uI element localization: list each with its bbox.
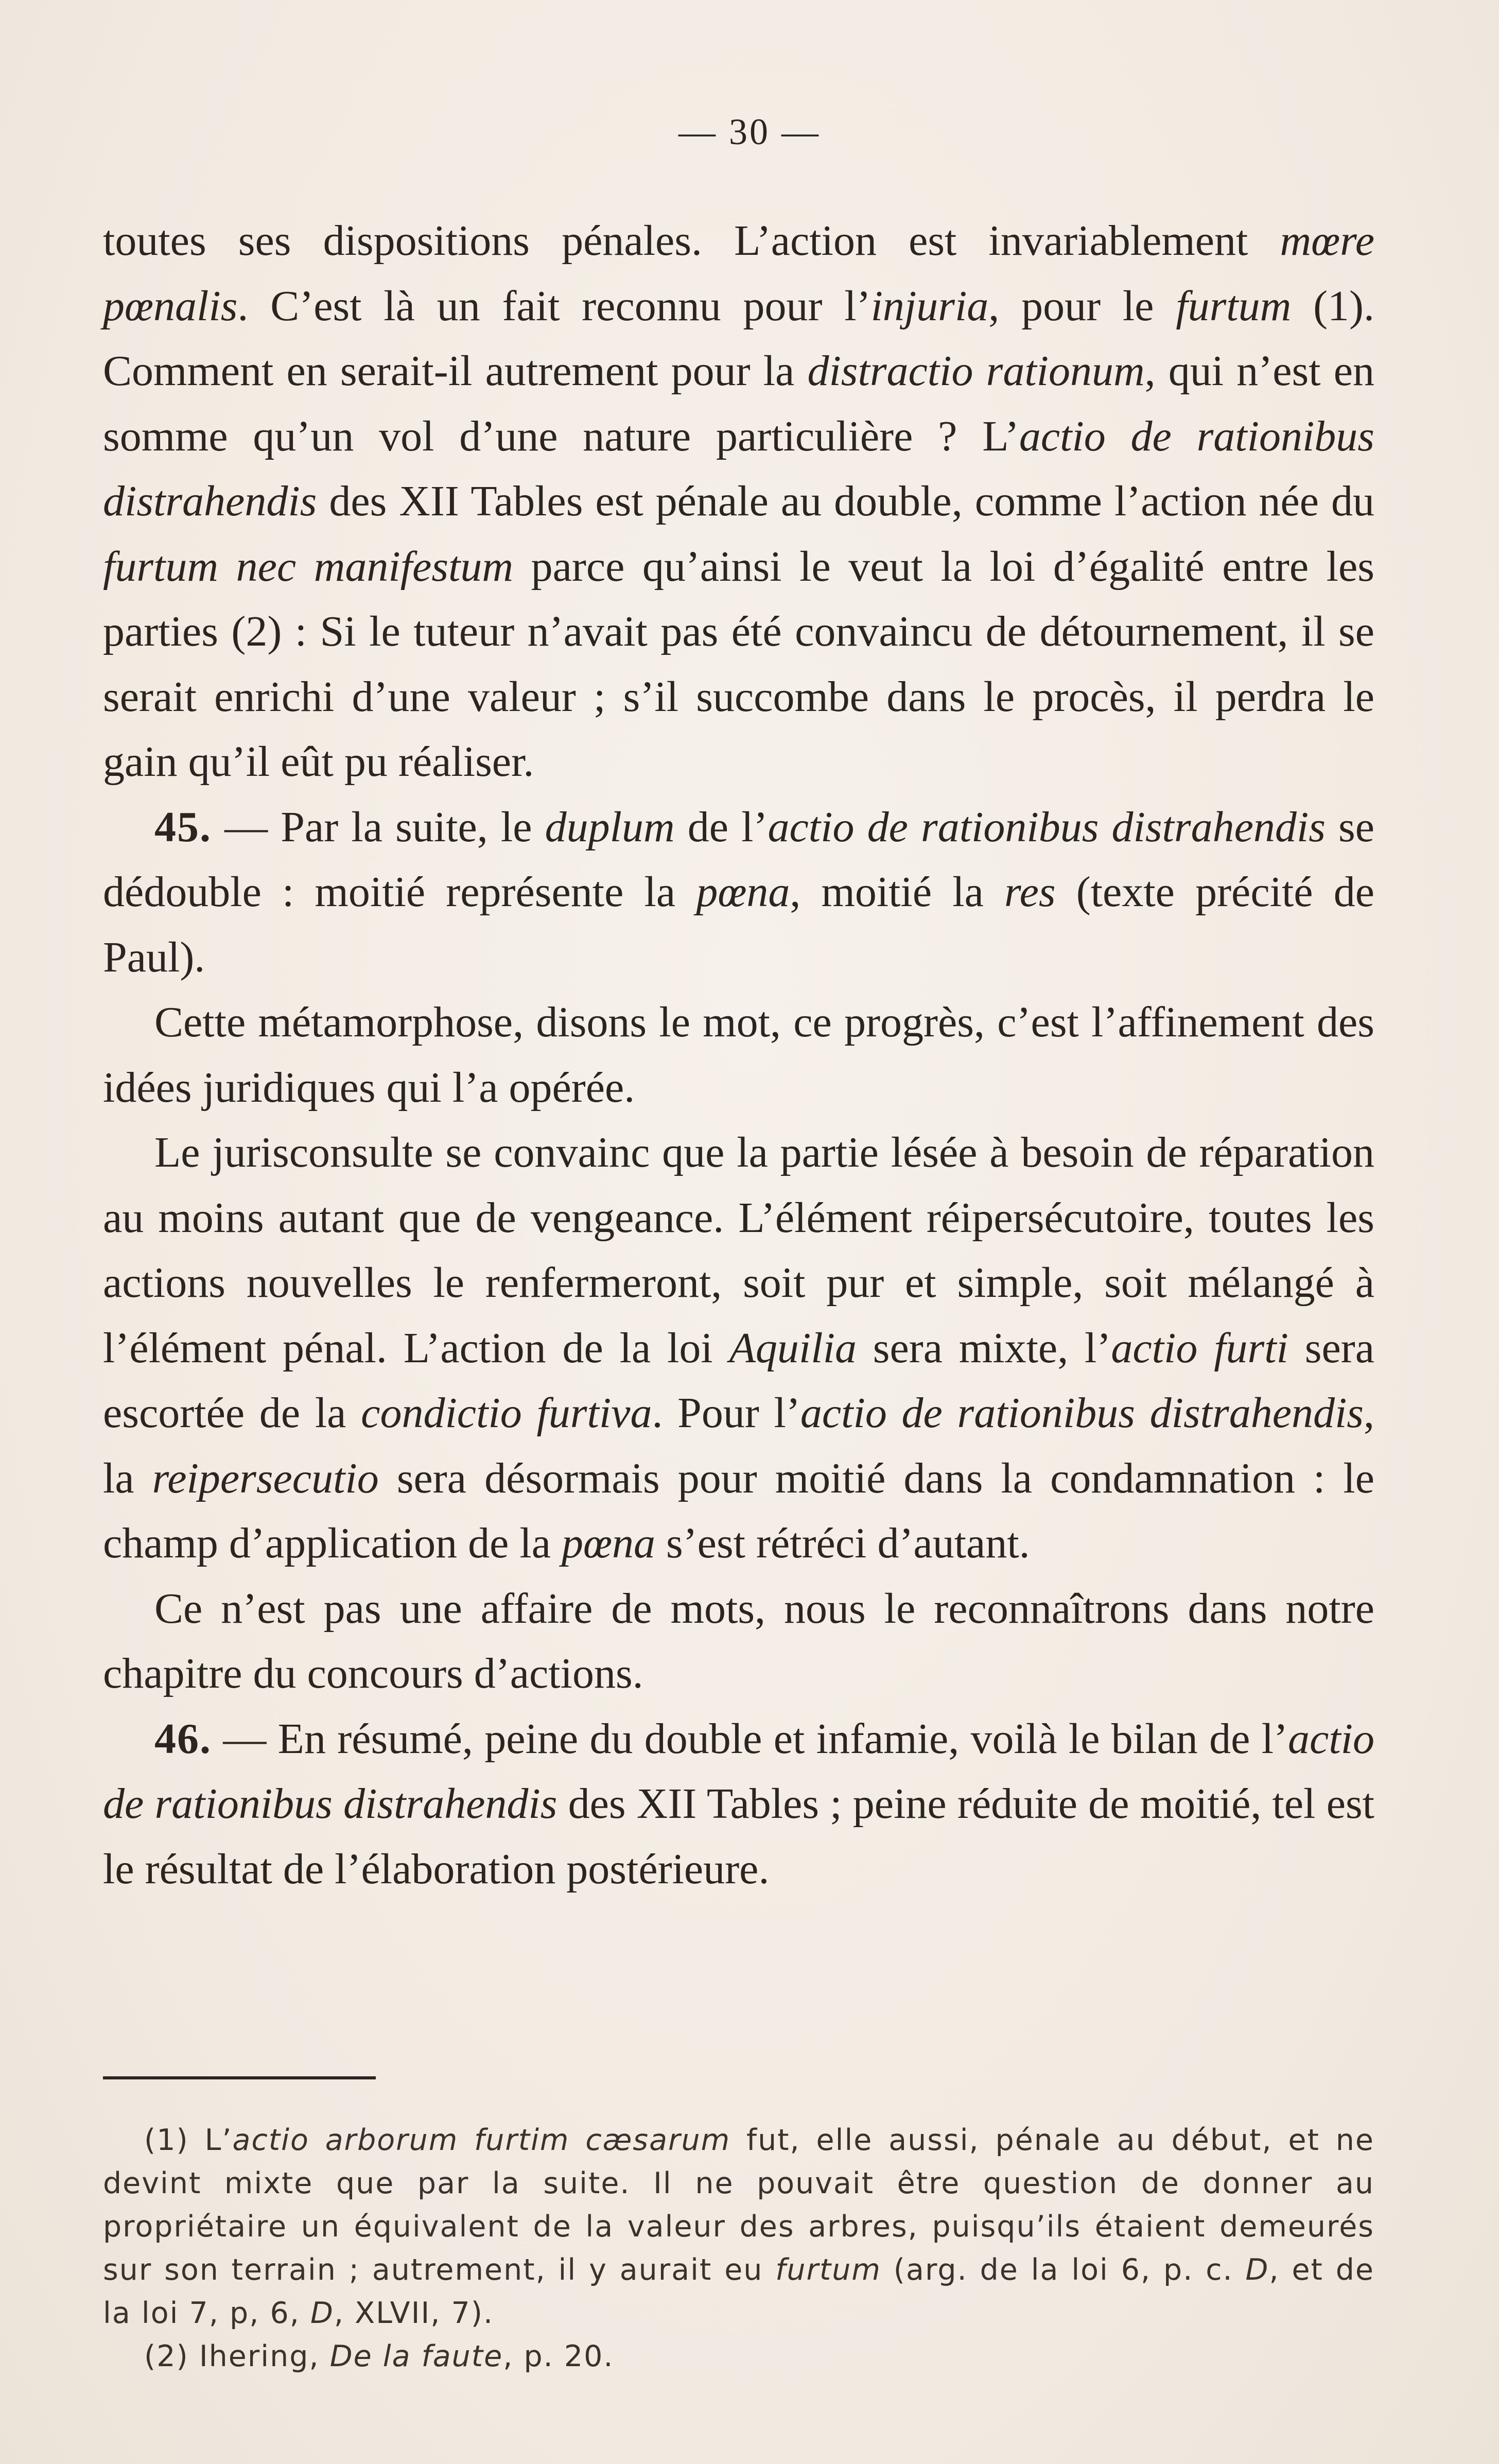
page-number: — 30 — [678, 111, 821, 152]
italic-text: reipersecutio [152, 1454, 379, 1502]
text-run: — Par la suite, le [212, 803, 545, 851]
italic-text: condictio furtiva [361, 1389, 652, 1437]
text-run: , et de la loi 7, p, 6, [103, 2253, 1374, 2330]
italic-text: D [1245, 2253, 1269, 2287]
italic-text: D [310, 2296, 334, 2330]
paragraph [103, 1576, 1374, 1707]
italic-text: injuria [870, 282, 989, 330]
footnote [103, 2119, 1374, 2335]
text-run: des XII Tables est pénale au double, comme l’action née du [317, 477, 1374, 525]
text-run: . Pour l’ [652, 1389, 800, 1437]
italic-text: furtum nec manifestum [103, 542, 514, 591]
italic-text: actio de rationibus distrahendis [768, 803, 1326, 851]
text-run: , moitié la [790, 868, 1005, 916]
italic-text: actio de rationibus distrahendis [103, 1714, 1374, 1828]
footnote-separator-rule [103, 2076, 376, 2079]
text-run: , qui n’est en somme qu’un vol d’une nature particulière ? L’ [103, 347, 1374, 460]
italic-text: furtum [775, 2253, 881, 2287]
italic-text: mœre pœnalis [103, 217, 1374, 330]
text-run: des XII Tables ; peine réduite de moitié, tel est le résultat de l’élaboration postérieure. [103, 1780, 1375, 1893]
text-run: . C’est là un fait reconnu pour l’ [237, 282, 871, 330]
text-run: sera mixte, l’ [856, 1324, 1111, 1372]
text-run: s’est rétréci d’autant. [655, 1519, 1030, 1567]
paragraph [103, 795, 1374, 991]
italic-text: De la faute [329, 2339, 503, 2373]
text-run: , la [103, 1389, 1374, 1502]
italic-text: Aquilia [729, 1324, 857, 1372]
text-run: (1) L’ [144, 2123, 233, 2157]
text-run: fut, elle aussi, pénale au début, et ne devint mixte que par la suite. Il ne pouvait être question de donner au propriétaire un équivalent de la valeur des arbres, puisqu’ils étaient demeurés sur son terrain ; autrement, il y aurait eu [103, 2123, 1374, 2287]
italic-text: res [1004, 868, 1056, 916]
italic-text: furtum [1176, 282, 1292, 330]
text-run: se dédouble : moitié représente la [103, 803, 1374, 916]
text-run: (texte précité de Paul). [103, 868, 1374, 981]
italic-text: actio furti [1111, 1324, 1288, 1372]
text-run: Ce n’est pas une affaire de mots, nous le reconnaîtrons dans notre chapitre du concours d’actions. [103, 1584, 1374, 1697]
text-run: sera désormais pour moitié dans la condamnation : le champ d’application de la [103, 1454, 1374, 1567]
text-run: — En résumé, peine du double et infamie, voilà le bilan de l’ [212, 1714, 1288, 1763]
text-run: , XLVII, 7). [334, 2296, 494, 2330]
text-run: toutes ses dispositions pénales. L’action est invariablement [103, 217, 1280, 265]
footnotes [103, 2119, 1374, 2378]
text-run: (arg. de la loi 6, p. c. [881, 2253, 1246, 2287]
italic-text: actio de rationibus distrahendis [103, 412, 1374, 525]
italic-text: actio de rationibus distrahendis [800, 1389, 1364, 1437]
italic-text: actio arborum furtim cæsarum [232, 2123, 731, 2157]
body-text [103, 209, 1374, 1902]
text-run: , p. 20. [503, 2339, 614, 2373]
italic-text: pœna [696, 868, 790, 916]
text-run: sera escortée de la [103, 1324, 1374, 1437]
footnote [103, 2335, 1374, 2378]
text-run: (2) Ihering, [144, 2339, 330, 2373]
italic-text: pœna [561, 1519, 656, 1567]
paragraph [103, 990, 1374, 1120]
section-number: 45. [154, 803, 212, 851]
paragraph [103, 1707, 1374, 1902]
text-run: , pour le [988, 282, 1176, 330]
text-run: parce qu’ainsi le veut la loi d’égalité entre les parties (2) : Si le tuteur n’avait pas été convaincu de détournement, il se serait enrichi d’une valeur ; s’il succombe dans le procès, il perdra le gain qu’il eût pu réaliser. [103, 542, 1374, 786]
text-run: Le jurisconsulte se convainc que la partie lésée à besoin de réparation au moins autant que de vengeance. L’élément réipersécutoire, toutes les actions nouvelles le renfermeront, soit pur et simple, soit mélangé à l’élément pénal. L’action de la loi [103, 1129, 1374, 1372]
italic-text: distractio rationum [807, 347, 1145, 395]
text-run: Cette métamorphose, disons le mot, ce progrès, c’est l’affinement des idées juridiques qui l’a opérée. [103, 998, 1374, 1112]
italic-text: duplum [545, 803, 675, 851]
paragraph [103, 209, 1374, 795]
paragraph [103, 1120, 1374, 1576]
text-run: (1). Comment en serait-il autrement pour la [103, 282, 1375, 395]
section-number: 46. [154, 1714, 212, 1763]
text-run: de l’ [674, 803, 768, 851]
